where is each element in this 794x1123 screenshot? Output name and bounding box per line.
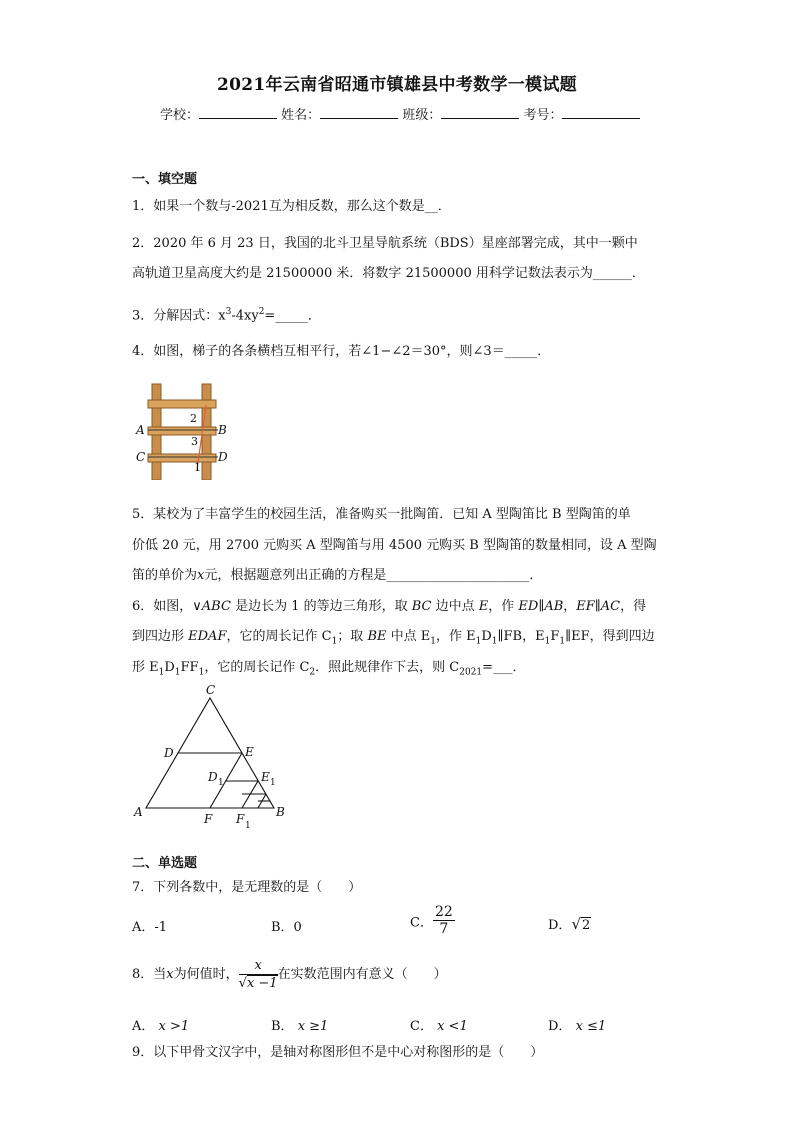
q8-den-text: x −1 [246, 976, 278, 991]
q6-l2-j: F [550, 629, 560, 644]
q8-a-value: x >1 [158, 1019, 190, 1034]
question-6-line3 [132, 658, 526, 683]
sqrt-icon: √ [571, 915, 581, 933]
ladder-label-d: D [218, 450, 228, 464]
q8-option-c[interactable] [410, 1015, 468, 1034]
tri-label-b: B [276, 805, 285, 819]
question-5-line3 [132, 566, 542, 586]
question-5-line1: 5．某校为了丰富学生的校园生活，准备购买一批陶笛．已知 A 型陶笛比 B 型陶笛的单 [132, 507, 631, 522]
q6-l2-g-sub: 1 [475, 636, 482, 647]
name-label: 姓名： [281, 108, 321, 123]
ladder-rung-ab [148, 427, 216, 435]
q8-num: x [239, 958, 278, 975]
q7-c-num: 22 [434, 904, 453, 920]
exam-no-blank[interactable] [562, 105, 640, 119]
tri-label-f1: F [236, 812, 245, 826]
exam-no-label: 考号： [523, 108, 563, 123]
question-2-line1: 2．2020 年 6 月 23 日，我国的北斗卫星导航系统（BDS）星座部署完成，其中一颗中 [132, 236, 638, 251]
section-fill-blank-heading: 一、填空题 [132, 172, 198, 187]
q8-a-label: A． [132, 1019, 155, 1034]
q8-b-value: x ≥1 [297, 1019, 329, 1034]
school-blank[interactable] [199, 105, 277, 119]
tri-sub-d1: 1 [218, 778, 224, 788]
q7-d-value: 2 [582, 918, 591, 933]
q3-sup1: 3 [225, 307, 232, 317]
q3-sup2: 2 [258, 307, 265, 317]
q7-c-label: C． [410, 915, 433, 931]
q8-option-d[interactable] [548, 1015, 606, 1034]
tri-sub-f1: 1 [245, 821, 251, 830]
section-single-choice-heading: 二、单选题 [132, 856, 198, 871]
tri-label-d: D [164, 746, 174, 760]
sqrt-icon: √ [238, 976, 247, 991]
question-6-line1 [132, 597, 646, 617]
ladder-label-a: A [136, 423, 145, 437]
tri-label-a: A [134, 805, 143, 819]
student-info-line [160, 104, 640, 123]
q3-mid: -4xy [231, 308, 259, 324]
q7-c-fraction [433, 904, 455, 938]
tri-label-d1: D [208, 770, 218, 784]
q3-post: =_____． [264, 308, 321, 324]
q6-l3-d-sub: 2 [309, 667, 316, 678]
q6-l1-a: 6．如图，∨ [132, 599, 202, 614]
q8-post: 在实数范围内有意义（ ） [277, 967, 447, 982]
q6-l2-i: ∥FB，E [497, 629, 545, 644]
tri-label-e: E [245, 745, 254, 759]
q6-l1-g: ，作 [488, 599, 519, 614]
q8-den [239, 975, 278, 992]
ladder-label-b: B [218, 423, 227, 437]
q6-l1-k: ，得 [620, 599, 647, 614]
tri-sub-e1: 1 [270, 778, 276, 788]
q8-c-label: C． [410, 1019, 433, 1034]
question-9-stem: 9．以下甲骨文汉字中，是轴对称图形但不是中心对称图形的是（ ） [132, 1045, 544, 1060]
q8-mid: 为何值时， [173, 967, 239, 982]
q7-d-label: D． [548, 918, 572, 933]
q6-l1-i: ， [563, 599, 577, 614]
q8-c-value: x <1 [437, 1019, 468, 1034]
q6-l3-b: D [164, 660, 175, 675]
q7-option-b[interactable]: B．0 [271, 920, 302, 935]
question-5-line2: 价低 20 元，用 2700 元购买 A 型陶笛与用 4500 元购买 B 型陶笛的数量相同，设 A 型陶 [132, 538, 657, 553]
q6-l2-j-sub: 1 [559, 636, 566, 647]
q8-var: x [166, 967, 174, 982]
q6-l2-f: 中点 E [386, 629, 431, 644]
q6-l2-i-sub: 1 [544, 636, 551, 647]
q6-l3-e: ．照此规律作下去，则 C [315, 660, 460, 675]
q6-l3-c: FF [180, 660, 199, 675]
q7-c-den: 7 [439, 921, 449, 937]
ladder-label-c: C [136, 450, 146, 464]
tri-label-f: F [204, 812, 213, 826]
q6-l1-j: EF∥AC [576, 599, 621, 614]
q6-l1-d: BC [411, 599, 432, 614]
ladder-figure [134, 380, 234, 480]
q6-l2-k: ∥EF，得到四边 [565, 629, 655, 644]
q6-l1-b: ABC [201, 599, 231, 614]
ladder-angle-2: 2 [190, 412, 197, 425]
question-3 [132, 302, 321, 326]
question-6-line2 [132, 627, 655, 652]
question-1: 1．如果一个数与-2021互为相反数，那么这个数是__． [132, 199, 451, 214]
class-label: 班级： [402, 108, 442, 123]
q6-l2-b: EDAF [188, 629, 227, 644]
q6-l3-a-sub: 1 [158, 667, 165, 678]
q6-l2-g: ，作 E [435, 629, 476, 644]
q6-l2-h: D [481, 629, 492, 644]
ladder-angle-3: 3 [191, 435, 198, 448]
page-title: 2021年云南省昭通市镇雄县中考数学一模试题 [217, 75, 577, 95]
q8-d-value: x ≤1 [575, 1019, 607, 1034]
q6-l1-e: 边中点 [431, 599, 479, 614]
q6-l3-c-sub: 1 [198, 667, 205, 678]
question-4: 4．如图，梯子的各条横档互相平行，若∠1−∠2＝30°，则∠3＝_____． [132, 344, 551, 359]
q6-l3-b-sub: 1 [174, 667, 181, 678]
q6-l1-c: 是边长为 1 的等边三角形，取 [230, 599, 412, 614]
triangle-figure [130, 680, 300, 830]
q6-l3-f: =___． [482, 660, 526, 675]
q3-pre: 3．分解因式：x [132, 308, 226, 324]
q8-b-label: B． [271, 1019, 294, 1034]
q7-option-c[interactable] [410, 904, 455, 938]
q6-l2-c-sub: 1 [331, 636, 338, 647]
q6-l2-d: ；取 [337, 629, 368, 644]
q5-line3-pre: 笛的单价为 [132, 568, 198, 583]
question-2-line2: 高轨道卫星高度大约是 21500000 米．将数字 21500000 用科学记数法表示为______． [132, 266, 645, 281]
q5-var-x: x [197, 568, 205, 583]
q8-option-b[interactable] [271, 1015, 328, 1034]
question-8-stem [132, 958, 447, 992]
q6-l2-e: BE [367, 629, 387, 644]
q8-pre: 8．当 [132, 967, 167, 982]
q6-l1-f: E [478, 599, 489, 614]
q6-l3-a: 形 E [132, 660, 159, 675]
q6-l3-d: ，它的周长记作 C [204, 660, 310, 675]
class-blank[interactable] [441, 105, 519, 119]
ladder-angle-1: 1 [194, 461, 201, 474]
ladder-rung-cd [148, 454, 216, 462]
tri-label-e1: E [261, 770, 270, 784]
q8-option-a[interactable] [132, 1015, 189, 1034]
q5-line3-post: 元，根据题意列出正确的方程是______________________． [204, 568, 543, 583]
q6-l3-e-sub: 2021 [459, 667, 483, 678]
q8-fraction [239, 958, 278, 992]
q6-l1-h: ED∥AB [518, 599, 564, 614]
name-blank[interactable] [320, 105, 398, 119]
q6-l2-h-sub: 1 [491, 636, 498, 647]
tri-label-c: C [206, 683, 216, 697]
q7-option-a[interactable]: A．-1 [132, 920, 168, 935]
question-7-stem: 7．下列各数中，是无理数的是（ ） [132, 880, 362, 895]
q6-l2-a: 到四边形 [132, 629, 189, 644]
q6-l2-c: ，它的周长记作 C [226, 629, 332, 644]
q7-option-d[interactable] [548, 914, 591, 933]
q8-d-label: D． [548, 1019, 572, 1034]
school-label: 学校： [160, 108, 200, 123]
q6-l2-f-sub: 1 [430, 636, 436, 647]
